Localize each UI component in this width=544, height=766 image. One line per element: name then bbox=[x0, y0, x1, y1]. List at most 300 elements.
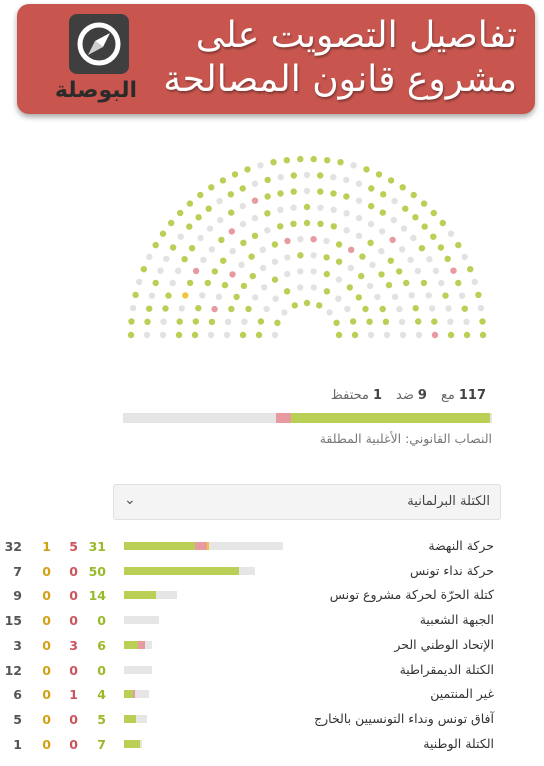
bloc-for-segment bbox=[124, 641, 138, 649]
seat-for bbox=[368, 185, 374, 191]
seat-for bbox=[440, 220, 446, 226]
seat-for bbox=[415, 318, 421, 324]
seat-for bbox=[445, 256, 451, 262]
seat-for bbox=[317, 188, 323, 194]
seat-absent bbox=[399, 319, 405, 325]
seat-absent bbox=[311, 284, 317, 290]
bloc-row bbox=[0, 585, 544, 609]
seat-for bbox=[330, 190, 336, 196]
seat-absent bbox=[209, 246, 215, 252]
seat-for bbox=[386, 282, 392, 288]
overall-against-segment bbox=[276, 413, 291, 423]
seat-absent bbox=[416, 332, 422, 338]
seat-absent bbox=[230, 248, 236, 254]
seat-for bbox=[187, 200, 193, 206]
seat-for bbox=[248, 253, 254, 259]
bloc-absent-count: 15 bbox=[4, 613, 22, 629]
seat-absent bbox=[272, 259, 278, 265]
seat-absent bbox=[400, 332, 406, 338]
seat-for bbox=[297, 156, 303, 162]
seat-for bbox=[270, 159, 276, 165]
seat-for bbox=[363, 166, 369, 172]
seat-for bbox=[128, 332, 134, 338]
seat-for bbox=[141, 266, 147, 272]
bloc-for-segment bbox=[124, 542, 195, 550]
seat-for bbox=[352, 332, 358, 338]
bloc-against-segment bbox=[133, 690, 135, 698]
seat-for bbox=[232, 171, 238, 177]
seat-for bbox=[304, 204, 310, 210]
seat-absent bbox=[130, 305, 136, 311]
seat-absent bbox=[407, 257, 413, 263]
seat-for bbox=[431, 318, 437, 324]
bloc-against-segment bbox=[138, 641, 145, 649]
seat-absent bbox=[447, 319, 453, 325]
bloc-absent-count: 3 bbox=[13, 637, 22, 653]
bloc-vote-bar bbox=[124, 715, 147, 723]
seat-absent bbox=[356, 198, 362, 204]
seat-absent bbox=[304, 172, 310, 178]
seat-for bbox=[195, 214, 201, 220]
bloc-for-segment bbox=[124, 715, 136, 723]
seat-absent bbox=[330, 174, 336, 180]
for-count: 117 bbox=[458, 388, 486, 403]
seat-absent bbox=[391, 198, 397, 204]
seat-for bbox=[284, 288, 290, 294]
seat-for bbox=[297, 252, 303, 258]
bloc-for-count: 31 bbox=[88, 539, 106, 554]
seat-for bbox=[421, 280, 427, 286]
seat-for bbox=[366, 319, 372, 325]
seat-for bbox=[274, 320, 280, 326]
seat-absent bbox=[384, 332, 390, 338]
seat-absent bbox=[472, 279, 478, 285]
bloc-name: الإتحاد الوطني الحر bbox=[394, 636, 494, 652]
bloc-name: الكتلة الديمقراطية bbox=[399, 661, 494, 677]
seat-for bbox=[356, 294, 362, 300]
seat-for bbox=[380, 209, 386, 215]
seat-for bbox=[252, 233, 258, 239]
seat-for bbox=[475, 292, 481, 298]
seat-absent bbox=[429, 305, 435, 311]
seat-absent bbox=[368, 332, 374, 338]
seat-for bbox=[358, 273, 364, 279]
bloc-for-segment bbox=[124, 567, 239, 575]
seat-absent bbox=[240, 221, 246, 227]
seat-for bbox=[388, 177, 394, 183]
seat-for bbox=[317, 221, 323, 227]
seat-absent bbox=[199, 292, 205, 298]
bloc-abstain-count: 0 bbox=[42, 687, 51, 703]
seat-for bbox=[258, 318, 264, 324]
seat-for bbox=[193, 318, 199, 324]
seat-for bbox=[448, 332, 454, 338]
seat-absent bbox=[257, 162, 263, 168]
seat-for bbox=[208, 184, 214, 190]
seat-for bbox=[186, 223, 192, 229]
bloc-absent-count: 12 bbox=[4, 662, 22, 678]
bloc-name: كتلة الحرّة لحركة مشروع تونس bbox=[329, 587, 494, 603]
seat-absent bbox=[462, 254, 468, 260]
seat-absent bbox=[281, 309, 287, 315]
bloc-for-count: 6 bbox=[97, 637, 106, 653]
seat-absent bbox=[356, 215, 362, 221]
bloc-name: غير المنتمين bbox=[430, 686, 494, 702]
seat-for bbox=[256, 332, 262, 338]
chevron-down-icon: ⌄ bbox=[124, 492, 136, 508]
seat-for bbox=[272, 276, 278, 282]
seat-for bbox=[367, 240, 373, 246]
bloc-against-count: 0 bbox=[69, 613, 78, 629]
bloc-abstain-count: 0 bbox=[42, 588, 51, 604]
bloc-dropdown[interactable] bbox=[113, 484, 501, 520]
bloc-vote-bar bbox=[124, 740, 142, 748]
seat-for bbox=[181, 256, 187, 262]
seat-for bbox=[376, 171, 382, 177]
seat-against bbox=[252, 198, 258, 204]
seat-absent bbox=[297, 268, 303, 274]
bloc-vote-bar bbox=[124, 690, 149, 698]
bloc-against-count: 3 bbox=[69, 637, 78, 653]
seat-for bbox=[480, 332, 486, 338]
seat-for bbox=[197, 192, 203, 198]
seat-for bbox=[422, 223, 428, 229]
seat-for bbox=[336, 241, 342, 247]
seat-absent bbox=[463, 319, 469, 325]
seat-absent bbox=[217, 217, 223, 223]
seat-for bbox=[233, 294, 239, 300]
seat-for bbox=[165, 292, 171, 298]
seat-for bbox=[362, 306, 368, 312]
seat-absent bbox=[297, 236, 303, 242]
seat-for bbox=[455, 280, 461, 286]
seat-for bbox=[228, 306, 234, 312]
seat-for bbox=[304, 300, 310, 306]
seat-absent bbox=[160, 319, 166, 325]
seat-against bbox=[193, 268, 199, 274]
bloc-name: حركة نداء تونس bbox=[410, 562, 494, 578]
seat-for bbox=[144, 319, 150, 325]
seat-for bbox=[383, 319, 389, 325]
seat-absent bbox=[224, 332, 230, 338]
seat-absent bbox=[415, 268, 421, 274]
seat-for bbox=[228, 209, 234, 215]
seat-absent bbox=[277, 207, 283, 213]
seat-for bbox=[388, 258, 394, 264]
seat-absent bbox=[343, 177, 349, 183]
seat-absent bbox=[160, 332, 166, 338]
bloc-abstain-count: 0 bbox=[42, 637, 51, 653]
seat-absent bbox=[478, 305, 484, 311]
seat-absent bbox=[197, 235, 203, 241]
seat-absent bbox=[344, 306, 350, 312]
seat-absent bbox=[378, 248, 384, 254]
seat-for bbox=[324, 288, 330, 294]
seat-for bbox=[228, 191, 234, 197]
seat-for bbox=[245, 306, 251, 312]
seat-for bbox=[402, 206, 408, 212]
seat-for bbox=[323, 254, 329, 260]
abstain-label: محتفظ bbox=[330, 388, 369, 403]
seat-absent bbox=[401, 225, 407, 231]
seat-abstain bbox=[182, 292, 188, 298]
seat-absent bbox=[323, 238, 329, 244]
seat-for bbox=[264, 210, 270, 216]
seat-for bbox=[177, 210, 183, 216]
bloc-vote-bar bbox=[124, 666, 152, 674]
bloc-for-segment bbox=[124, 740, 140, 748]
bloc-row bbox=[0, 734, 544, 758]
bloc-name: حركة النهضة bbox=[428, 538, 494, 553]
seat-for bbox=[411, 192, 417, 198]
seat-absent bbox=[216, 294, 222, 300]
seat-for bbox=[176, 332, 182, 338]
bloc-vote-bar bbox=[124, 641, 152, 649]
seat-absent bbox=[208, 332, 214, 338]
seat-for bbox=[162, 305, 168, 311]
seat-for bbox=[333, 320, 339, 326]
seat-absent bbox=[241, 319, 247, 325]
header-banner bbox=[17, 4, 535, 114]
bloc-row bbox=[0, 561, 544, 585]
seat-for bbox=[206, 206, 212, 212]
bloc-for-segment bbox=[124, 690, 133, 698]
seat-for bbox=[291, 172, 297, 178]
seat-absent bbox=[278, 174, 284, 180]
seat-for bbox=[240, 240, 246, 246]
seat-for bbox=[336, 332, 342, 338]
seat-for bbox=[292, 302, 298, 308]
seat-absent bbox=[240, 203, 246, 209]
seat-for bbox=[324, 157, 330, 163]
seat-absent bbox=[399, 246, 405, 252]
overall-for-segment bbox=[291, 413, 490, 423]
seat-absent bbox=[410, 235, 416, 241]
bloc-row bbox=[0, 709, 544, 733]
seat-for bbox=[324, 271, 330, 277]
bloc-abstain-segment bbox=[207, 542, 209, 550]
vote-summary bbox=[300, 388, 490, 403]
seat-absent bbox=[216, 198, 222, 204]
seat-for bbox=[368, 203, 374, 209]
bloc-vote-bar bbox=[124, 542, 283, 550]
seat-absent bbox=[356, 233, 362, 239]
bloc-vote-bar bbox=[124, 591, 177, 599]
seat-for bbox=[431, 210, 437, 216]
seat-for bbox=[272, 241, 278, 247]
seat-for bbox=[413, 305, 419, 311]
seat-for bbox=[400, 184, 406, 190]
bloc-absent-count: 1 bbox=[13, 736, 22, 752]
seat-for bbox=[380, 191, 386, 197]
bloc-against-count: 0 bbox=[69, 711, 78, 727]
seat-for bbox=[240, 185, 246, 191]
seat-absent bbox=[272, 332, 278, 338]
seat-absent bbox=[344, 227, 350, 233]
seat-for bbox=[438, 244, 444, 250]
seat-absent bbox=[261, 284, 267, 290]
abstain-count: 1 bbox=[373, 388, 383, 403]
bloc-for-count: 5 bbox=[97, 711, 106, 727]
site-logo[interactable] bbox=[53, 14, 139, 112]
seat-absent bbox=[392, 294, 398, 300]
bloc-vote-bar bbox=[124, 616, 159, 624]
seat-for bbox=[218, 237, 224, 243]
seat-for bbox=[343, 193, 349, 199]
seat-against bbox=[284, 238, 290, 244]
bloc-name: الجبهة الشعبية bbox=[419, 612, 494, 628]
seat-against bbox=[389, 237, 395, 243]
seat-for bbox=[212, 268, 218, 274]
seat-absent bbox=[368, 221, 374, 227]
seat-absent bbox=[284, 254, 290, 260]
seat-absent bbox=[170, 280, 176, 286]
seat-for bbox=[153, 280, 159, 286]
against-label: ضد bbox=[396, 388, 414, 403]
bloc-for-segment bbox=[124, 591, 156, 599]
bloc-abstain-count: 0 bbox=[42, 711, 51, 727]
bloc-name: آفاق تونس ونداء التونسيين بالخارج bbox=[314, 710, 494, 726]
seat-for bbox=[350, 318, 356, 324]
seat-for bbox=[419, 245, 425, 251]
seat-for bbox=[317, 172, 323, 178]
bloc-row bbox=[0, 660, 544, 684]
bloc-against-count: 5 bbox=[69, 539, 78, 554]
seat-for bbox=[250, 273, 256, 279]
seat-for bbox=[455, 242, 461, 248]
seat-absent bbox=[336, 276, 342, 282]
seat-absent bbox=[175, 268, 181, 274]
bloc-against-count: 1 bbox=[69, 687, 78, 703]
quorum-text: النصاب القانوني: الأغلبية المطلقة bbox=[319, 431, 492, 446]
bloc-abstain-count: 0 bbox=[42, 662, 51, 678]
seat-for bbox=[146, 306, 152, 312]
seat-for bbox=[464, 332, 470, 338]
bloc-against-segment bbox=[195, 542, 207, 550]
seat-for bbox=[160, 231, 166, 237]
overall-vote-bar bbox=[123, 413, 492, 423]
seat-for bbox=[205, 280, 211, 286]
bloc-abstain-count: 0 bbox=[42, 736, 51, 752]
seat-for bbox=[192, 332, 198, 338]
seat-absent bbox=[335, 296, 341, 302]
seat-absent bbox=[260, 265, 266, 271]
seat-for bbox=[264, 193, 270, 199]
seat-absent bbox=[225, 319, 231, 325]
seat-for bbox=[347, 284, 353, 290]
seat-absent bbox=[252, 181, 258, 187]
seat-against bbox=[348, 247, 354, 253]
seat-absent bbox=[207, 225, 213, 231]
seat-for bbox=[336, 259, 342, 265]
seat-for bbox=[284, 157, 290, 163]
seat-for bbox=[421, 200, 427, 206]
seat-for bbox=[170, 244, 176, 250]
seat-absent bbox=[379, 228, 385, 234]
bloc-for-count: 7 bbox=[97, 736, 106, 752]
seat-absent bbox=[304, 188, 310, 194]
seat-absent bbox=[263, 306, 269, 312]
seat-absent bbox=[163, 256, 169, 262]
seat-for bbox=[442, 292, 448, 298]
seat-absent bbox=[136, 279, 142, 285]
bloc-row bbox=[0, 610, 544, 634]
seat-for bbox=[128, 318, 134, 324]
seat-absent bbox=[426, 256, 432, 262]
hemicycle-chart bbox=[115, 140, 500, 340]
bloc-for-count: 50 bbox=[88, 563, 106, 579]
seat-absent bbox=[343, 210, 349, 216]
bloc-against-count: 0 bbox=[69, 736, 78, 752]
seat-absent bbox=[310, 252, 316, 258]
seat-absent bbox=[290, 205, 296, 211]
seat-against bbox=[432, 332, 438, 338]
seat-absent bbox=[369, 262, 375, 268]
seat-for bbox=[132, 292, 138, 298]
seat-absent bbox=[326, 309, 332, 315]
seat-absent bbox=[348, 265, 354, 271]
seat-for bbox=[396, 268, 402, 274]
dropdown-label: الكتلة البرلمانية bbox=[407, 494, 490, 509]
seat-for bbox=[240, 332, 246, 338]
bloc-against-count: 0 bbox=[69, 563, 78, 579]
seat-absent bbox=[396, 306, 402, 312]
bloc-abstain-count: 0 bbox=[42, 613, 51, 629]
seat-for bbox=[462, 306, 468, 312]
bloc-absent-count: 9 bbox=[13, 588, 22, 604]
against-count: 9 bbox=[417, 388, 427, 403]
bloc-for-count: 0 bbox=[97, 662, 106, 678]
seat-for bbox=[378, 271, 384, 277]
seat-absent bbox=[252, 215, 258, 221]
bloc-absent-count: 5 bbox=[13, 711, 22, 727]
seat-for bbox=[222, 282, 228, 288]
seat-absent bbox=[297, 284, 303, 290]
seat-for bbox=[412, 214, 418, 220]
seat-for bbox=[277, 223, 283, 229]
seat-for bbox=[290, 221, 296, 227]
for-label: مع bbox=[440, 388, 455, 403]
seat-absent bbox=[311, 268, 317, 274]
seat-absent bbox=[433, 268, 439, 274]
seat-against bbox=[229, 228, 235, 234]
seat-for bbox=[337, 159, 343, 165]
seat-for bbox=[430, 234, 436, 240]
bloc-absent-count: 32 bbox=[4, 539, 22, 554]
seat-against bbox=[229, 271, 235, 277]
seat-absent bbox=[367, 283, 373, 289]
seat-for bbox=[241, 283, 247, 289]
seat-absent bbox=[260, 247, 266, 253]
seat-for bbox=[311, 156, 317, 162]
seat-absent bbox=[317, 205, 323, 211]
seat-for bbox=[209, 319, 215, 325]
seat-absent bbox=[445, 305, 451, 311]
seat-for bbox=[244, 166, 250, 172]
page-title: تفاصيل التصويت على مشروع قانون المصالحة bbox=[163, 15, 517, 100]
bloc-for-count: 14 bbox=[88, 588, 106, 604]
seat-absent bbox=[144, 332, 150, 338]
seat-absent bbox=[149, 293, 155, 299]
bloc-vote-bar bbox=[124, 567, 255, 575]
seat-for bbox=[220, 177, 226, 183]
bloc-row bbox=[0, 635, 544, 659]
seat-for bbox=[304, 220, 310, 226]
bloc-absent-count: 7 bbox=[13, 563, 22, 579]
bloc-abstain-count: 1 bbox=[42, 539, 51, 554]
seat-absent bbox=[356, 181, 362, 187]
seat-for bbox=[467, 266, 473, 272]
